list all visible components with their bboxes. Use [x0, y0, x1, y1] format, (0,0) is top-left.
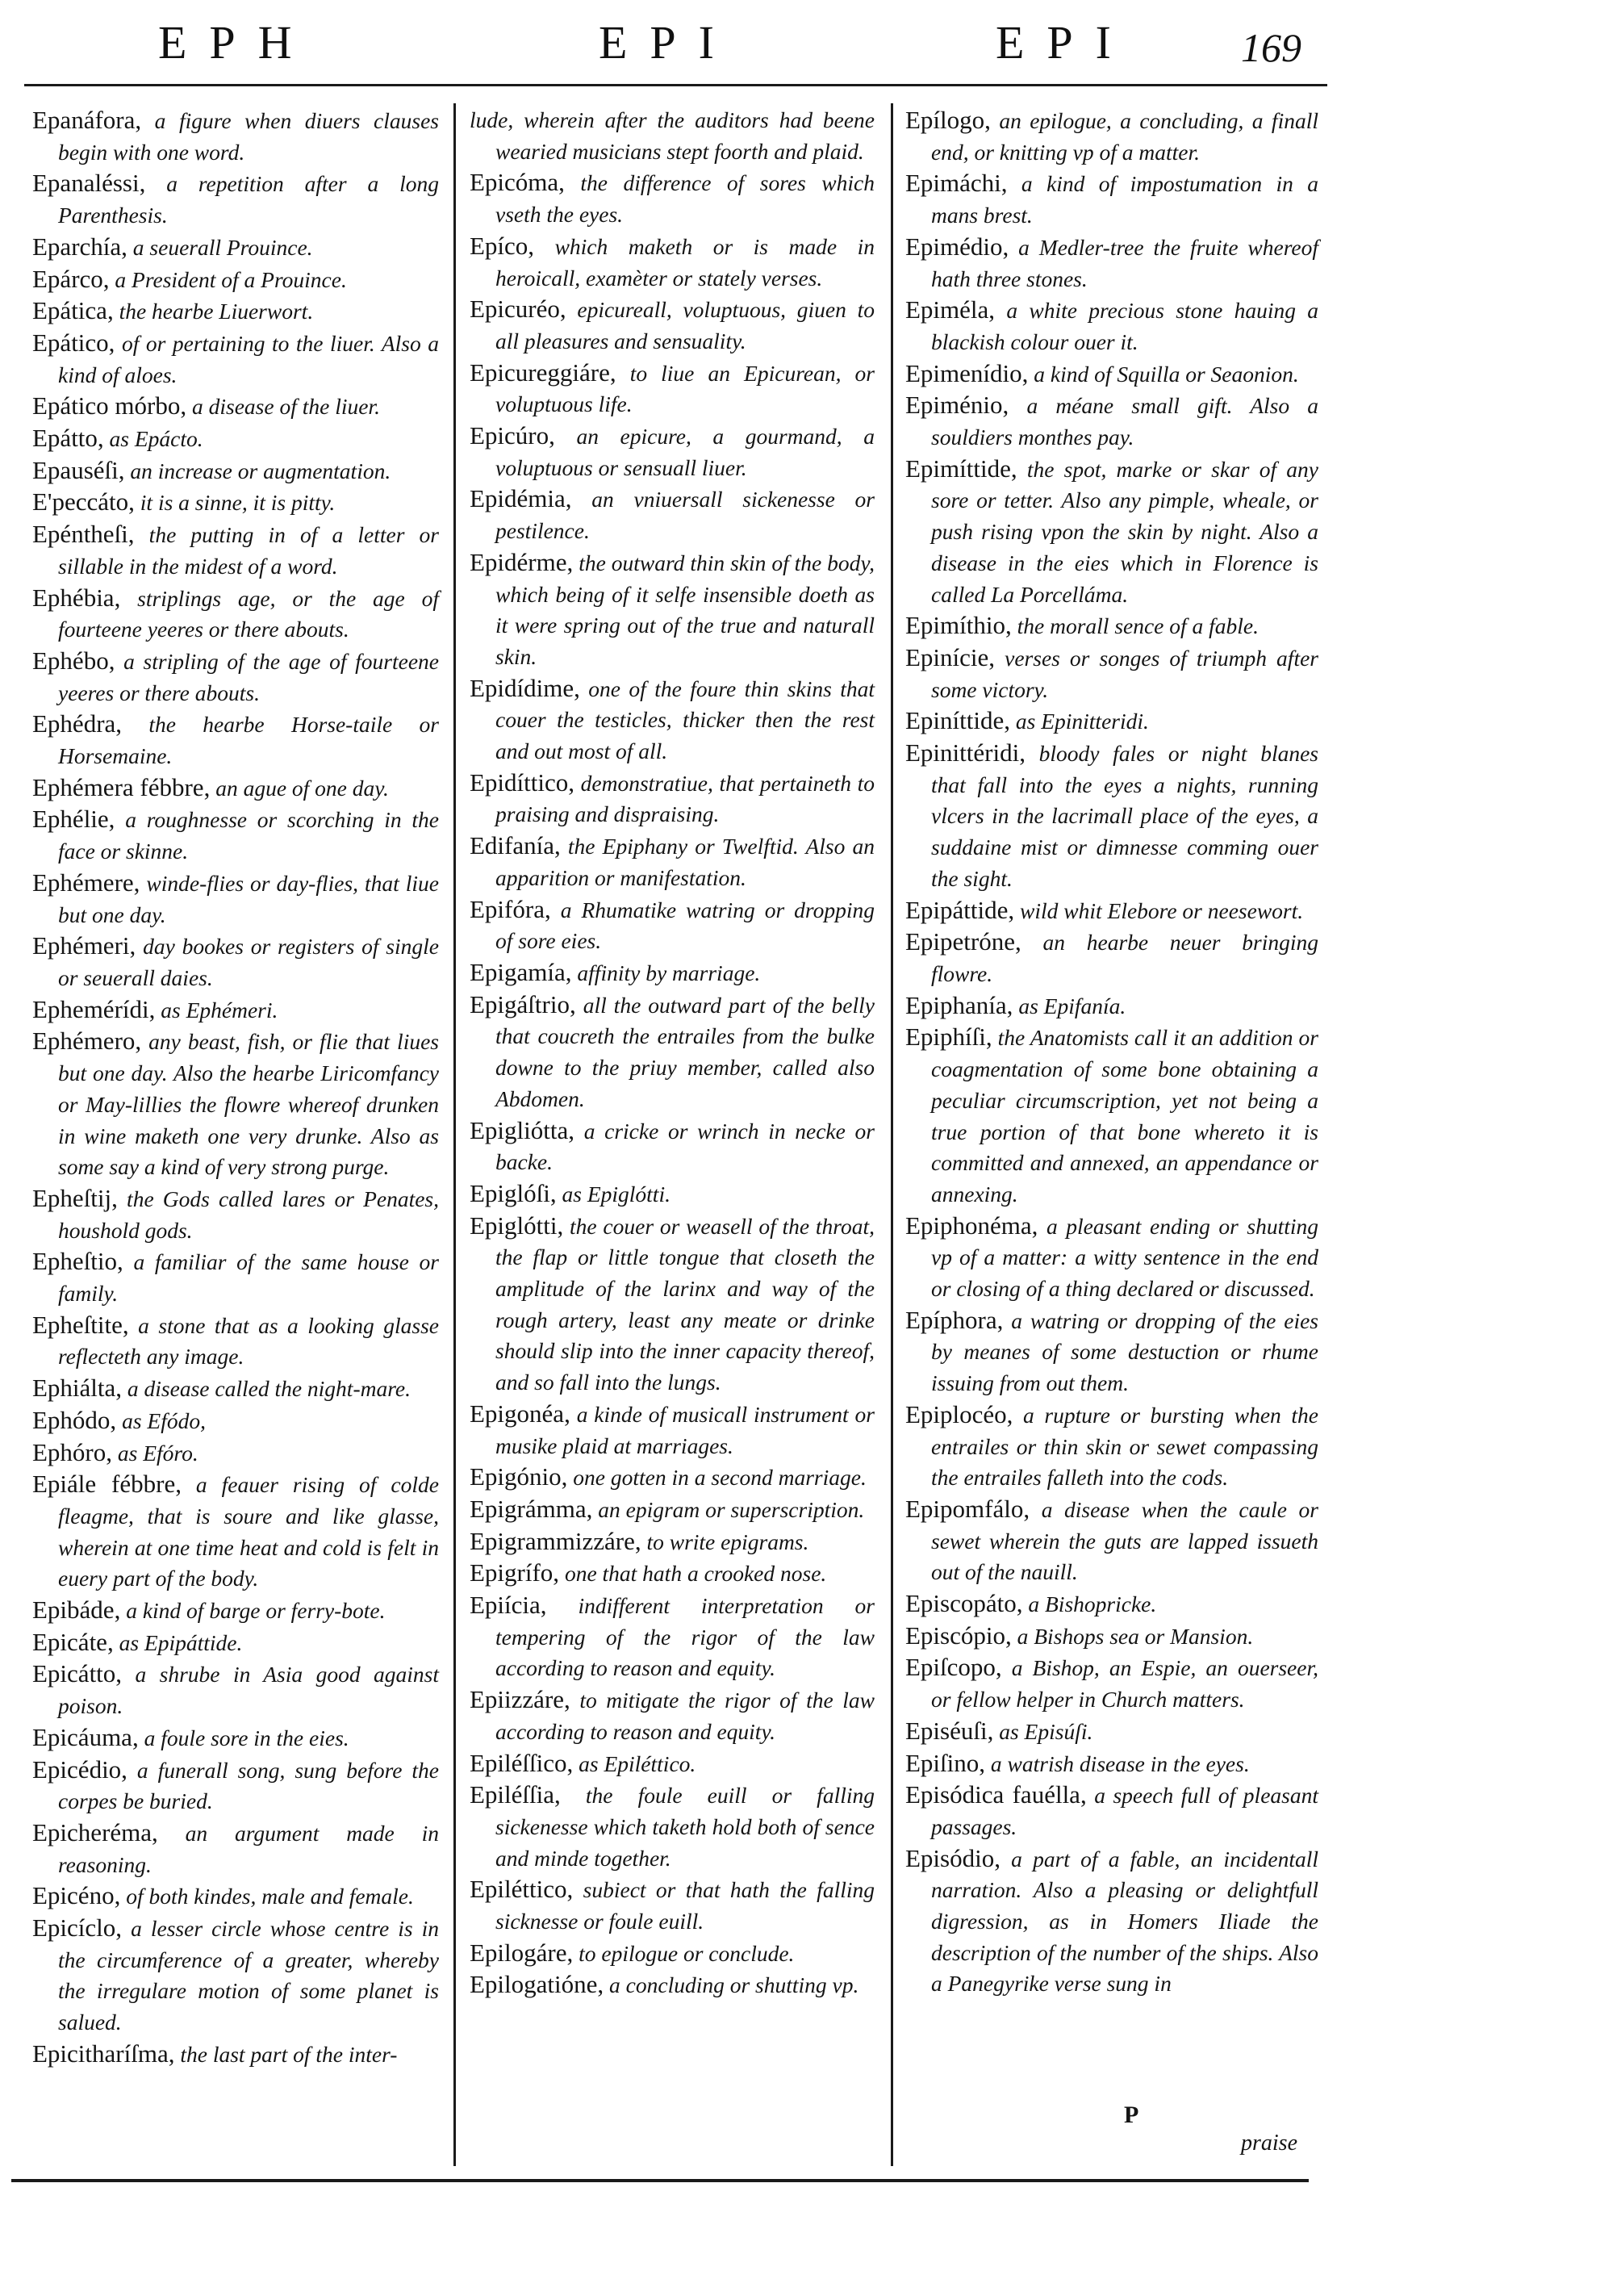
headword: Ephémeri,: [32, 931, 136, 960]
headword: Epinície,: [905, 642, 996, 671]
headword: Ephiálta,: [32, 1374, 123, 1403]
entry-list: [32, 105, 439, 2071]
dictionary-entry: [905, 895, 1318, 927]
dictionary-entry: [905, 1022, 1318, 1210]
definition: one of the foure thin skins that couer the testicles, thicker then the rest and out most of all.: [495, 675, 875, 764]
dictionary-entry: [32, 1310, 439, 1373]
headword: Epigáſtrio,: [470, 989, 576, 1018]
definition: as Epácto.: [103, 426, 203, 452]
headword: Epiále fébbre,: [32, 1470, 182, 1499]
headword: Epauséſi,: [32, 455, 125, 484]
dictionary-entry: [32, 709, 439, 772]
headword: Epática,: [32, 296, 114, 325]
definition: a méane small gift. Also a souldiers monthes pay.: [931, 393, 1318, 450]
definition: a feauer rising of colde fleagme, that is soure and like glasse, wherein at one time heat and cold is felt in euery part of the body.: [58, 1472, 439, 1591]
definition: the morall sence of a fable.: [1011, 613, 1260, 639]
dictionary-entry: [32, 1913, 439, 2039]
headword: Epanaléssi,: [32, 169, 146, 198]
definition: a cricke or wrinch in necke or backe.: [495, 1118, 875, 1175]
dictionary-entry: [32, 1469, 439, 1595]
headword: Eparchía,: [32, 232, 127, 261]
dictionary-entry: [905, 358, 1318, 391]
entry-list: [905, 105, 1318, 2000]
definition: a repetition after a long Parenthesis.: [58, 171, 439, 228]
headword: Epanáfora,: [32, 106, 142, 134]
dictionary-entry: [32, 519, 439, 582]
dictionary-entry: [905, 168, 1318, 231]
definition: one gotten in a second marriage.: [567, 1465, 867, 1491]
dictionary-entry: [32, 1627, 439, 1659]
catchword: praise: [1241, 2131, 1297, 2156]
headword: Ephémera fébbre,: [32, 772, 211, 801]
dictionary-entry: [470, 989, 875, 1115]
definition: a foule sore in the eies.: [138, 1725, 349, 1750]
definition: the hearbe Horse-taile or Horsemaine.: [58, 712, 439, 769]
dictionary-entry: [905, 705, 1318, 738]
headword: Epimenídio,: [905, 358, 1029, 387]
headword: Epigrífo,: [470, 1558, 560, 1587]
definition: a kind of Squilla or Seaonion.: [1028, 361, 1299, 387]
dictionary-entry: [470, 1494, 875, 1526]
headword: Epifóra,: [470, 894, 551, 923]
headword: Epidérme,: [470, 547, 574, 576]
headword: Epiſcopo,: [905, 1653, 1002, 1682]
headword: Epicitharíſma,: [32, 2039, 175, 2068]
dictionary-entry: [905, 990, 1318, 1023]
dictionary-entry: [905, 1652, 1318, 1715]
definition: lude, wherein after the auditors had beene wearied musicians stept foorth and plaid.: [470, 107, 875, 164]
dictionary-entry: [32, 931, 439, 993]
dictionary-entry: [470, 1211, 875, 1399]
dictionary-entry: [470, 1874, 875, 1937]
dictionary-entry: [470, 483, 875, 546]
dictionary-entry: [905, 610, 1318, 642]
headword: Epéntheſi,: [32, 520, 135, 549]
dictionary-entry: [32, 2039, 439, 2071]
dictionary-entry: [32, 1437, 439, 1470]
dictionary-entry: [470, 1748, 875, 1780]
headword: Epiphanía,: [905, 990, 1013, 1019]
dictionary-entry: [32, 264, 439, 296]
dictionary-entry: [32, 1246, 439, 1309]
definition: wild whit Elebore or neesewort.: [1014, 897, 1304, 923]
dictionary-entry: [470, 830, 875, 893]
definition: indifferent interpretation or tempering of the rigor of the law according to reason and equity.: [495, 1593, 875, 1681]
dictionary-entry: [470, 1399, 875, 1462]
headword: Epiglóſi,: [470, 1178, 557, 1207]
definition: as Efódo,: [116, 1407, 206, 1433]
definition: an hearbe neuer bringing flowre.: [931, 930, 1318, 986]
dictionary-entry: [470, 1558, 875, 1590]
dictionary-entry: [32, 487, 439, 519]
definition: demonstratiue, that pertaineth to praising and dispraising.: [495, 770, 875, 827]
headword: Epimédio,: [905, 232, 1009, 261]
headword: Epipomfálo,: [905, 1494, 1030, 1523]
dictionary-entry: [470, 1462, 875, 1494]
headword: Epárco,: [32, 264, 110, 293]
definition: one that hath a crooked nose.: [559, 1561, 827, 1587]
headword: Epicúro,: [470, 421, 555, 450]
definition: a watring or dropping of the eies by meanes of some destuction or rhume issuing from out them.: [931, 1307, 1318, 1396]
headword: Epiplocéo,: [905, 1399, 1013, 1428]
headword: Epidídime,: [470, 673, 580, 702]
dictionary-entry: [905, 1843, 1318, 2001]
definition: which maketh or is made in heroicall, examèter or stately verses.: [495, 233, 875, 291]
headword: Epíphora,: [905, 1305, 1004, 1334]
headword: Epicuréo,: [470, 295, 566, 324]
dictionary-entry: [905, 105, 1318, 168]
headword: Epicheréma,: [32, 1817, 158, 1846]
definition: an epicure, a gourmand, a voluptuous or sensuall liuer.: [495, 424, 875, 480]
dictionary-entry: [470, 105, 875, 167]
headword: Epicíclo,: [32, 1913, 123, 1943]
definition: to mitigate the rigor of the law according to reason and equity.: [495, 1687, 875, 1744]
definition: a rupture or bursting when the entrailes or thin skin or sewet compassing the entrailes falleth into the cods.: [931, 1402, 1318, 1491]
column-1: [32, 105, 439, 2071]
headword: Epicáuma,: [32, 1722, 139, 1751]
headword: Ephébia,: [32, 583, 121, 612]
definition: the Anatomists call it an addition or coagmentation of some bone obtaining a peculiar circumscription, yet not being a true portion of that bone whereto it is committed and annexed, an appendance or annexing.: [931, 1025, 1318, 1207]
dictionary-entry: [905, 642, 1318, 705]
headword: Edifanía,: [470, 831, 561, 860]
dictionary-entry: [32, 994, 439, 1027]
definition: day bookes or registers of single or seuerall daies.: [58, 934, 439, 990]
definition: a kind of barge or ferry-bote.: [120, 1598, 386, 1624]
definition: as Epinitteridi.: [1010, 709, 1149, 734]
definition: a Bishop, an Espie, an ouerseer, or fellow helper in Church matters.: [931, 1655, 1318, 1713]
dictionary-entry: [905, 738, 1318, 895]
dictionary-entry: [470, 957, 875, 989]
definition: of or pertaining to the liuer. Also a kind of aloes.: [58, 330, 439, 387]
definition: to epilogue or conclude.: [573, 1940, 795, 1966]
headword: E'peccáto,: [32, 487, 135, 516]
dictionary-entry: [32, 1595, 439, 1627]
signature-mark: P: [1124, 2102, 1139, 2128]
definition: a part of a fable, an incidentall narration. Also a pleasing or delightfull digression, as in Homers Iliade the description of the number of the ships. Also a Panegyrike verse sung in: [931, 1846, 1318, 1997]
definition: a Rhumatike watring or dropping of sore eies.: [495, 897, 875, 954]
headword: Epiléttico,: [470, 1875, 574, 1904]
definition: to liue an Epicurean, or voluptuous life.: [495, 360, 875, 417]
definition: winde-flies or day-flies, that liue but one day.: [58, 870, 439, 927]
headword: Epiménio,: [905, 391, 1009, 420]
definition: it is a sinne, it is pitty.: [134, 490, 336, 516]
dictionary-entry: [32, 1373, 439, 1405]
headword: Episódica fauélla,: [905, 1780, 1087, 1809]
definition: a disease called the night-mare.: [122, 1376, 411, 1402]
definition: as Epiléttico.: [573, 1750, 696, 1776]
dictionary-entry: [905, 232, 1318, 295]
headword: Episcopáto,: [905, 1589, 1023, 1618]
headword: Episcópio,: [905, 1621, 1012, 1650]
dictionary-entry: [32, 423, 439, 455]
definition: the outward thin skin of the body, which being of it selfe insensible doeth as it were spring out of the true and naturall skin.: [495, 550, 875, 669]
dictionary-entry: [32, 328, 439, 391]
headword: Epático mórbo,: [32, 391, 187, 420]
definition: the hearbe Liuerwort.: [113, 299, 314, 324]
definition: a seuerall Prouince.: [127, 234, 313, 260]
headword: Epimíttide,: [905, 454, 1017, 483]
headword: Epiphonéma,: [905, 1211, 1038, 1240]
definition: a Medler-tree the fruite whereof hath three stones.: [931, 234, 1318, 291]
definition: a Bishops sea or Mansion.: [1011, 1623, 1254, 1649]
definition: an epilogue, a concluding, a finall end, or knitting vp of a matter.: [931, 108, 1318, 165]
headword: Epidémia,: [470, 484, 572, 513]
dictionary-entry: [905, 1748, 1318, 1780]
definition: affinity by marriage.: [571, 960, 761, 985]
definition: as Epiglótti.: [556, 1181, 670, 1207]
headword: Epátto,: [32, 424, 104, 453]
headword: Ephémere,: [32, 868, 140, 897]
running-head-left: EPH: [158, 16, 315, 69]
headword: Epicátto,: [32, 1659, 123, 1688]
headword: Epheſtite,: [32, 1310, 129, 1339]
footer-rule: [11, 2179, 1309, 2182]
headword: Epheſtij,: [32, 1183, 118, 1212]
dictionary-entry: [32, 804, 439, 867]
definition: a kind of impostumation in a mans brest.: [931, 171, 1318, 228]
definition: the spot, marke or skar of any sore or tetter. Also any pimple, wheale, or push rising vpon the skin by night. Also a disease in the eies which in Florence is called La Porcelláma.: [931, 456, 1318, 607]
dictionary-entry: [470, 1969, 875, 2001]
headword: Epinittéridi,: [905, 738, 1026, 767]
dictionary-entry: [470, 547, 875, 673]
definition: a kinde of musicall instrument or musike plaid at marriages.: [495, 1401, 875, 1458]
headword: Epidíttico,: [470, 767, 575, 797]
dictionary-entry: [905, 390, 1318, 453]
dictionary-entry: [470, 294, 875, 357]
dictionary-entry: [32, 868, 439, 931]
dictionary-entry: [32, 105, 439, 168]
definition: epicureall, voluptuous, giuen to all pleasures and sensuality.: [495, 297, 875, 353]
dictionary-entry: [32, 391, 439, 423]
dictionary-entry: [470, 767, 875, 830]
definition: an increase or augmentation.: [124, 458, 391, 483]
headword: Epigrámma,: [470, 1494, 593, 1523]
definition: the difference of sores which vseth the eyes.: [495, 170, 875, 228]
dictionary-entry: [905, 1305, 1318, 1399]
headword: Epiléſſia,: [470, 1780, 561, 1809]
headword: Epicédio,: [32, 1754, 127, 1784]
definition: an ague of one day.: [210, 775, 389, 801]
definition: to write epigrams.: [641, 1529, 809, 1554]
headword: Epíco,: [470, 231, 535, 260]
headword: Epibáde,: [32, 1595, 121, 1625]
dictionary-entry: [470, 673, 875, 767]
dictionary-entry: [32, 232, 439, 264]
dictionary-entry: [905, 1621, 1318, 1653]
definition: a figure when diuers clauses begin with one word.: [58, 108, 439, 165]
dictionary-entry: [32, 1183, 439, 1246]
definition: a Bishopricke.: [1022, 1591, 1157, 1617]
header-rule: [24, 84, 1327, 86]
dictionary-entry: [470, 1178, 875, 1211]
headword: Epicóma,: [470, 168, 565, 197]
definition: the Gods called lares or Penates, houshold gods.: [58, 1186, 439, 1243]
column-2: [470, 105, 875, 2001]
headword: Epicureggiáre,: [470, 358, 616, 387]
definition: the putting in of a letter or sillable in the midest of a word.: [58, 522, 439, 579]
dictionary-entry: [905, 1494, 1318, 1588]
definition: a disease when the caule or sewet wherein the guts are lapped issueth out of the nauill.: [931, 1496, 1318, 1585]
dictionary-entry: [32, 455, 439, 487]
definition: the foule euill or falling sickenesse which taketh hold both of sence and minde together.: [495, 1783, 875, 1871]
headword: Epiléſſico,: [470, 1748, 574, 1777]
headword: Ephélie,: [32, 805, 115, 834]
headword: Epilogáre,: [470, 1938, 574, 1967]
definition: a stone that as a looking glasse reflecteth any image.: [58, 1312, 439, 1370]
headword: Epático,: [32, 328, 115, 357]
headword: Ephébo,: [32, 646, 115, 675]
running-head-center: EPI: [599, 16, 737, 69]
definition: a disease of the liuer.: [186, 394, 380, 420]
dictionary-entry: [905, 1211, 1318, 1305]
definition: a watrish disease in the eyes.: [985, 1750, 1250, 1776]
headword: Episéuſi,: [905, 1716, 994, 1745]
headword: Episódio,: [905, 1843, 1001, 1872]
headword: Epimáchi,: [905, 169, 1008, 198]
dictionary-entry: [470, 420, 875, 483]
column-divider-1: [453, 103, 456, 2166]
definition: all the outward part of the belly that coucreth the entrailes from the bulke downe to the priuy member, called also Abdomen.: [495, 992, 875, 1111]
definition: the Epiphany or Twelftid. Also an apparition or manifestation.: [495, 834, 875, 890]
definition: as Efóro.: [112, 1440, 198, 1466]
dictionary-entry: [905, 1716, 1318, 1748]
page-number: 169: [1241, 25, 1301, 70]
definition: a speech full of pleasant passages.: [931, 1783, 1318, 1839]
definition: a President of a Prouince.: [109, 266, 347, 292]
headword: Ephódo,: [32, 1405, 117, 1434]
dictionary-entry: [32, 1405, 439, 1437]
definition: an epigram or superscription.: [592, 1496, 865, 1522]
headword: Epigamía,: [470, 957, 572, 986]
headword: Epipáttide,: [905, 895, 1015, 924]
dictionary-entry: [32, 1026, 439, 1183]
dictionary-entry: [32, 1880, 439, 1913]
dictionary-entry: [905, 1588, 1318, 1621]
definition: a roughnesse or scorching in the face or skinne.: [58, 807, 439, 864]
dictionary-entry: [32, 772, 439, 805]
definition: bloody fales or night blanes that fall into the eyes a nights, running vlcers in the lacrimall place of the eyes, a suddaine mist or dimnesse comming ouer the sight.: [931, 741, 1318, 891]
dictionary-entry: [905, 1780, 1318, 1842]
dictionary-entry: [905, 1399, 1318, 1494]
headword: Epicéno,: [32, 1881, 121, 1910]
dictionary-entry: [470, 167, 875, 230]
headword: Epipetróne,: [905, 927, 1021, 956]
definition: as Epipáttide.: [113, 1629, 243, 1655]
definition: as Episúſi.: [993, 1718, 1093, 1744]
definition: a white precious stone hauing a blackish colour ouer it.: [931, 298, 1318, 354]
dictionary-entry: [905, 295, 1318, 358]
column-3: [905, 105, 1318, 2000]
definition: striplings age, or the age of fourteene yeeres or there abouts.: [58, 585, 439, 642]
headword: Epigrammizzáre,: [470, 1526, 641, 1555]
dictionary-entry: [32, 295, 439, 328]
headword: Epílogo,: [905, 106, 991, 134]
dictionary-entry: [32, 1658, 439, 1721]
headword: Epigónio,: [470, 1462, 568, 1491]
headword: Ephóro,: [32, 1437, 113, 1466]
headword: Epiícia,: [470, 1591, 547, 1620]
headword: Ephemérídi,: [32, 994, 156, 1023]
dictionary-entry: [470, 894, 875, 957]
definition: a stripling of the age of fourteene yeeres or there abouts.: [58, 648, 439, 705]
headword: Epiníttide,: [905, 706, 1011, 735]
headword: Epiſino,: [905, 1748, 986, 1777]
definition: the last part of the inter-: [174, 2041, 398, 2067]
dictionary-entry: [470, 231, 875, 294]
definition: of both kindes, male and female.: [120, 1884, 414, 1909]
headword: Epigonéa,: [470, 1399, 570, 1428]
entry-list: [470, 105, 875, 2001]
headword: Epiméla,: [905, 295, 996, 324]
definition: verses or songes of triumph after some victory.: [931, 645, 1318, 702]
headword: Epheſtio,: [32, 1247, 123, 1276]
dictionary-entry: [470, 1780, 875, 1874]
dictionary-entry: [32, 1722, 439, 1754]
headword: Epiglióttа,: [470, 1115, 575, 1144]
definition: a pleasant ending or shutting vp of a matter: a witty sentence in the end or closing of a thing declared or discussed.: [931, 1213, 1318, 1302]
headword: Epilogatióne,: [470, 1970, 604, 1999]
headword: Epimíthio,: [905, 611, 1012, 640]
headword: Epiizzáre,: [470, 1685, 570, 1714]
definition: a familiar of the same house or family.: [58, 1249, 439, 1307]
definition: as Epifanía.: [1013, 993, 1126, 1018]
dictionary-entry: [470, 1684, 875, 1747]
dictionary-entry: [470, 1938, 875, 1970]
definition: an vniuersall sickenesse or pestilence.: [495, 487, 875, 544]
definition: a shrube in Asia good against poison.: [58, 1662, 439, 1719]
definition: as Ephémeri.: [155, 997, 278, 1023]
definition: any beast, fish, or flie that liues but one day. Also the hearbe Liricomfancy or May-lillies the flowre whereof drunken in wine maketh one very drunke. Also as some say a kind of very strong purge.: [58, 1029, 439, 1180]
column-divider-2: [891, 103, 893, 2166]
dictionary-entry: [32, 1817, 439, 1880]
dictionary-entry: [32, 646, 439, 709]
dictionary-entry: [32, 168, 439, 231]
headword: Epiglótti,: [470, 1211, 564, 1240]
definition: a concluding or shutting vp.: [604, 1972, 859, 1998]
dictionary-entry: [470, 1590, 875, 1684]
definition: subiect or that hath the falling sicknesse or foule euill.: [495, 1877, 875, 1934]
dictionary-entry: [32, 583, 439, 646]
definition: a lesser circle whose centre is in the circumference of a greater, whereby the irregulare motion of some planet is salued.: [58, 1916, 439, 2035]
dictionary-entry: [470, 358, 875, 420]
headword: Epiphíſi,: [905, 1023, 992, 1052]
dictionary-entry: [32, 1754, 439, 1817]
running-head-right: EPI: [996, 16, 1134, 69]
definition: an argument made in reasoning.: [58, 1820, 439, 1877]
dictionary-entry: [905, 926, 1318, 989]
headword: Ephémero,: [32, 1027, 142, 1056]
dictionary-entry: [470, 1526, 875, 1558]
headword: Epicáte,: [32, 1627, 114, 1656]
definition: a funerall song, sung before the corpes be buried.: [58, 1757, 439, 1814]
dictionary-entry: [470, 1115, 875, 1178]
definition: the couer or weasell of the throat, the flap or little tongue that closeth the amplitude of the larinx and way of the rough artery, least any meate or drinke should slip into the inner capacity thereof, and so fall into the lungs.: [495, 1213, 875, 1395]
dictionary-entry: [905, 454, 1318, 611]
headword: Ephédra,: [32, 709, 123, 738]
